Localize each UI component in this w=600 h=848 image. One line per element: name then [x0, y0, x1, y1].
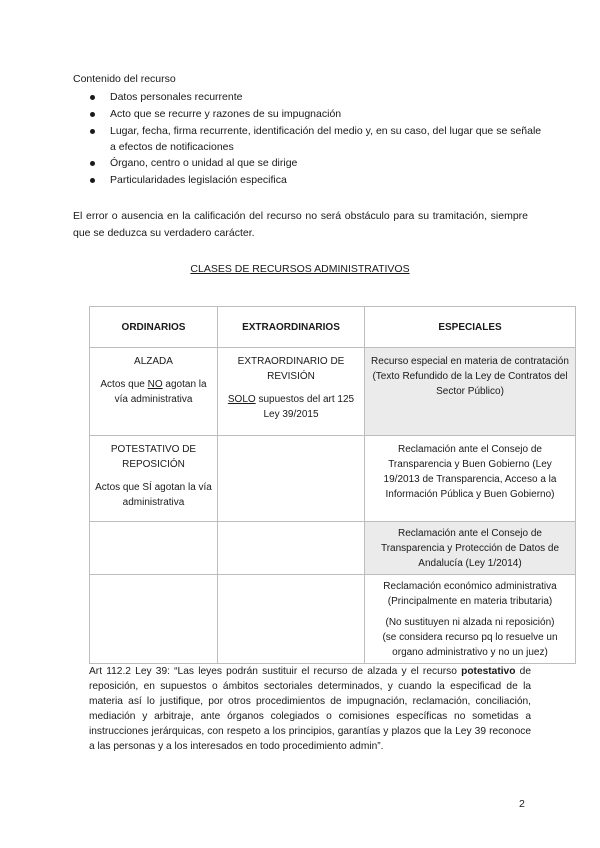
potestativo-desc: Actos que SÍ agotan la vía administrativa: [95, 482, 212, 508]
header-ordinarios: ORDINARIOS: [90, 307, 218, 348]
header-especiales: ESPECIALES: [365, 307, 576, 348]
cell-revision: [218, 348, 365, 436]
recursos-table: [89, 306, 576, 664]
revision-desc: SOLO supuestos del art 125 Ley 39/2015: [227, 394, 355, 420]
list-item: Órgano, centro o unidad al que se dirige: [73, 155, 543, 172]
cell-empty: [218, 575, 365, 664]
cell-potestativo: [90, 436, 218, 522]
economico-note-1: (No sustituyen ni alzada ni reposición): [385, 617, 555, 628]
content-list: [73, 89, 543, 189]
list-item: Particularidades legislación especifica: [73, 172, 543, 189]
economico-note-2: (se considera recurso pq lo resuelve un organo administrativo y no un juez): [382, 632, 558, 658]
revision-title: EXTRAORDINARIO DE REVISIÓN: [237, 356, 345, 382]
list-item: Acto que se recurre y razones de su impugnación: [73, 106, 543, 123]
potestativo-title: POTESTATIVO DE REPOSICIÓN: [110, 444, 197, 470]
cell-transparencia-andalucia: Reclamación ante el Consejo de Transparencia y Protección de Datos de Andalucía (Ley 1/2014): [365, 522, 576, 575]
alzada-desc: Actos que NO agotan la vía administrativa: [100, 379, 207, 405]
classification-note: El error o ausencia en la calificación del recurso no será obstáculo para su tramitación, siempre que se deduzca su verdadero carácter.: [73, 210, 528, 239]
article-bold: potestativo: [461, 666, 516, 677]
table-title: CLASES DE RECURSOS ADMINISTRATIVOS: [190, 263, 410, 275]
list-item: Lugar, fecha, firma recurrente, identificación del medio y, en su caso, del lugar que se señale a efectos de notificaciones: [73, 123, 543, 155]
cell-transparencia: Reclamación ante el Consejo de Transparencia y Buen Gobierno (Ley 19/2013 de Transparencia, Acceso a la Información Pública y Buen Gobierno): [365, 436, 576, 522]
header-extraordinarios: EXTRAORDINARIOS: [218, 307, 365, 348]
cell-empty: [218, 522, 365, 575]
cell-empty: [90, 575, 218, 664]
economico-title: Reclamación económico administrativa: [383, 581, 557, 592]
list-item: Datos personales recurrente: [73, 89, 543, 106]
cell-empty: [218, 436, 365, 522]
alzada-title: ALZADA: [134, 356, 173, 367]
economico-sub: (Principalmente en materia tributaria): [387, 596, 553, 607]
cell-economico-administrativa: [365, 575, 576, 664]
cell-empty: [90, 522, 218, 575]
content-heading: Contenido del recurso: [73, 73, 176, 85]
cell-contratacion: Recurso especial en materia de contratación (Texto Refundido de la Ley de Contratos del Sector Público): [365, 348, 576, 436]
cell-alzada: [90, 348, 218, 436]
article-quote: Art 112.2 Ley 39: “Las leyes podrán sustituir el recurso de alzada y el recurso potestativo de reposición, en supuestos o ámbitos sectoriales determinados, y cuando la especificad de la materia así lo justifique, por otros procedimientos de impugnación, reclamación, conciliación, mediación y arbitraje, ante órganos colegiados o comisiones específicas no sometidas a instrucciones jerárquicas, con respeto a los principios, garantías y plazos que la Ley 39 reconoce a las personas y a los interesados en todo procedimiento admin”.: [89, 666, 531, 752]
page-number: 2: [519, 798, 525, 810]
